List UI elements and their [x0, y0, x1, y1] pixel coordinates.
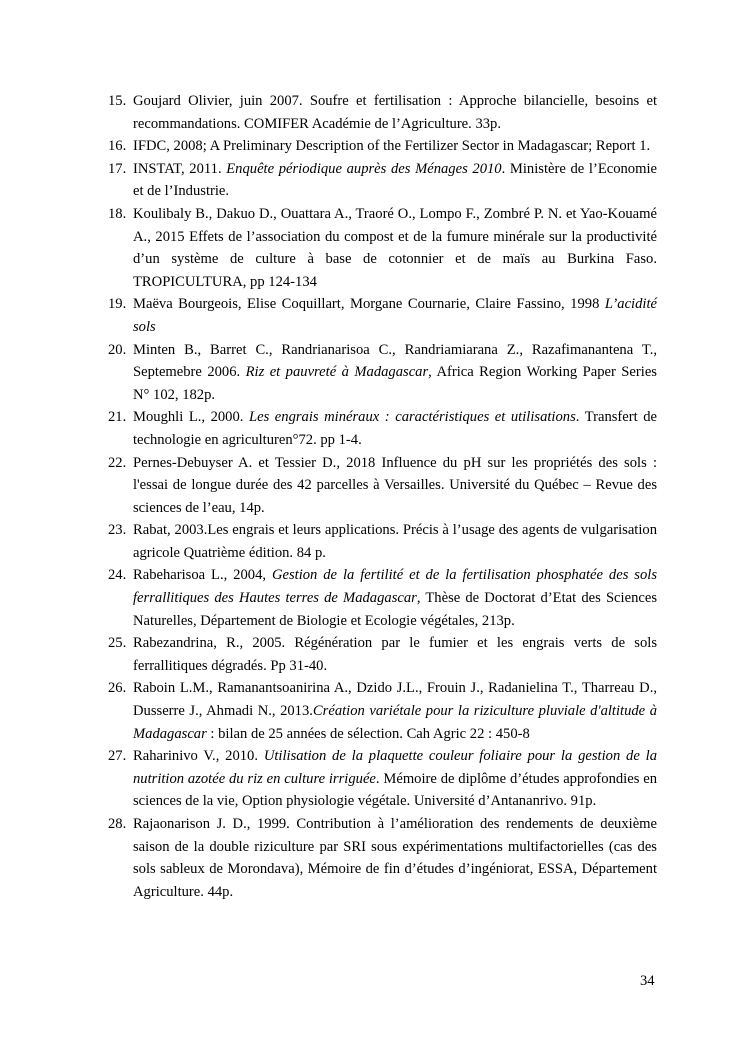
reference-number: 28.: [108, 816, 127, 832]
reference-text-tail: . Mémoire de diplôme d’études approfondies en sciences de la vie, Option physiologie végétale. Université d’Antananrivo. 91p.: [133, 770, 657, 810]
reference-number: 15.: [108, 93, 127, 109]
reference-item: [108, 813, 657, 903]
reference-item: [108, 293, 657, 338]
reference-number: 25.: [108, 635, 127, 652]
page-number: 34: [640, 973, 655, 989]
reference-item: [108, 339, 657, 407]
reference-text: Rabeharisoa L., 2004,: [133, 567, 272, 584]
reference-title: Utilisation de la plaquette couleur foliaire pour la gestion de la nutrition azotée du riz en culture irriguée: [133, 748, 657, 787]
reference-title: L’acidité sols: [133, 296, 657, 335]
reference-text: Maëva Bourgeois, Elise Coquillart, Morgane Cournarie, Claire Fassino, 1998: [133, 296, 605, 313]
reference-item: [108, 203, 657, 293]
reference-item: [108, 745, 657, 813]
reference-number: 16.: [108, 138, 127, 155]
reference-text: Rabat, 2003.Les engrais et leurs applications. Précis à l’usage des agents de vulgarisation agricole Quatrième édition. 84 p.: [133, 522, 657, 561]
reference-item: [108, 406, 657, 451]
reference-title: Gestion de la fertilité et de la fertilisation phosphatée des sols ferrallitiques des Hautes terres de Madagascar: [133, 567, 658, 607]
reference-list: [108, 90, 657, 903]
reference-number: 19.: [108, 296, 127, 313]
reference-number: 27.: [108, 748, 127, 765]
reference-text: Moughli L., 2000.: [133, 409, 249, 426]
reference-number: 21.: [108, 409, 127, 426]
reference-item: [108, 90, 657, 135]
reference-text: Rajaonarison J. D., 1999. Contribution à l’amélioration des rendements de deuxième saison de la double riziculture par SRI sous expérimentations multifactorielles (cas des sols sableux de Morondava), Mémoire de fin d’études d’ingéniorat, ESSA, Département Agriculture. 44p.: [133, 816, 657, 900]
reference-text-tail: , Thèse de Doctorat d’Etat des Sciences Naturelles, Département de Biologie et Ecologie végétales, 213p.: [133, 590, 657, 629]
reference-item: [108, 452, 657, 520]
reference-number: 20.: [108, 341, 127, 358]
reference-text: Minten B., Barret C., Randrianarisoa C., Randriamiarana Z., Razafimanantena T., Septemebre 2006.: [133, 341, 657, 381]
reference-number: 22.: [108, 454, 127, 471]
reference-text: Raharinivo V., 2010.: [133, 748, 264, 765]
reference-item: [108, 135, 657, 158]
reference-text: Koulibaly B., Dakuo D., Ouattara A., Traoré O., Lompo F., Zombré P. N. et Yao-Kouamé A., 2015 Effets de l’association du compost et de la fumure minérale sur la productivité d’un système de culture à base de cotonnier et de maïs au Burkina Faso. TROPICULTURA, pp 124-134: [133, 205, 657, 290]
reference-number: 26.: [108, 680, 127, 697]
reference-title: Création variétale pour la riziculture pluviale d'altitude à Madagascar: [133, 703, 657, 742]
reference-text-tail: , Africa Region Working Paper Series N° 102, 182p.: [133, 364, 657, 403]
reference-title: Riz et pauvreté à Madagascar: [245, 364, 429, 381]
reference-number: 17.: [108, 160, 127, 177]
reference-number: 18.: [108, 205, 127, 222]
reference-text: Goujard Olivier, juin 2007. Soufre et fertilisation : Approche bilancielle, besoins et recommandations. COMIFER Académie de l’Agriculture. 33p.: [133, 93, 657, 132]
reference-title: Les engrais minéraux : caractéristiques et utilisations: [248, 409, 576, 426]
reference-text: Raboin L.M., Ramanantsoanirina A., Dzido J.L., Frouin J., Radanielina T., Tharreau D., Dusserre J., Ahmadi N., 2013.: [133, 680, 657, 720]
reference-number: 23.: [108, 522, 127, 539]
reference-text-tail: : bilan de 25 années de sélection. Cah Agric 22 : 450-8: [206, 725, 530, 742]
reference-item: [108, 564, 657, 632]
reference-text: Rabezandrina, R., 2005. Régénération par le fumier et les engrais verts de sols ferrallitiques dégradés. Pp 31-40.: [133, 635, 657, 674]
reference-item: [108, 519, 657, 564]
reference-text: Pernes-Debuyser A. et Tessier D., 2018 Influence du pH sur les propriétés des sols : l'essai de longue durée des 42 parcelles à Versailles. Université du Québec – Revue des sciences de l’eau, 14p.: [133, 454, 657, 516]
reference-text: IFDC, 2008; A Preliminary Description of the Fertilizer Sector in Madagascar; Report 1.: [133, 138, 651, 155]
reference-text: INSTAT, 2011.: [133, 160, 227, 177]
reference-text-tail: . Ministère de l’Economie et de l’Industrie.: [133, 160, 657, 200]
reference-number: 24.: [108, 567, 127, 584]
reference-item: [108, 677, 657, 745]
reference-text-tail: . Transfert de technologie en agriculturen°72. pp 1-4.: [133, 409, 657, 448]
reference-item: [108, 158, 657, 203]
reference-item: [108, 632, 657, 677]
reference-title: Enquête périodique auprès des Ménages 2010: [226, 160, 502, 177]
